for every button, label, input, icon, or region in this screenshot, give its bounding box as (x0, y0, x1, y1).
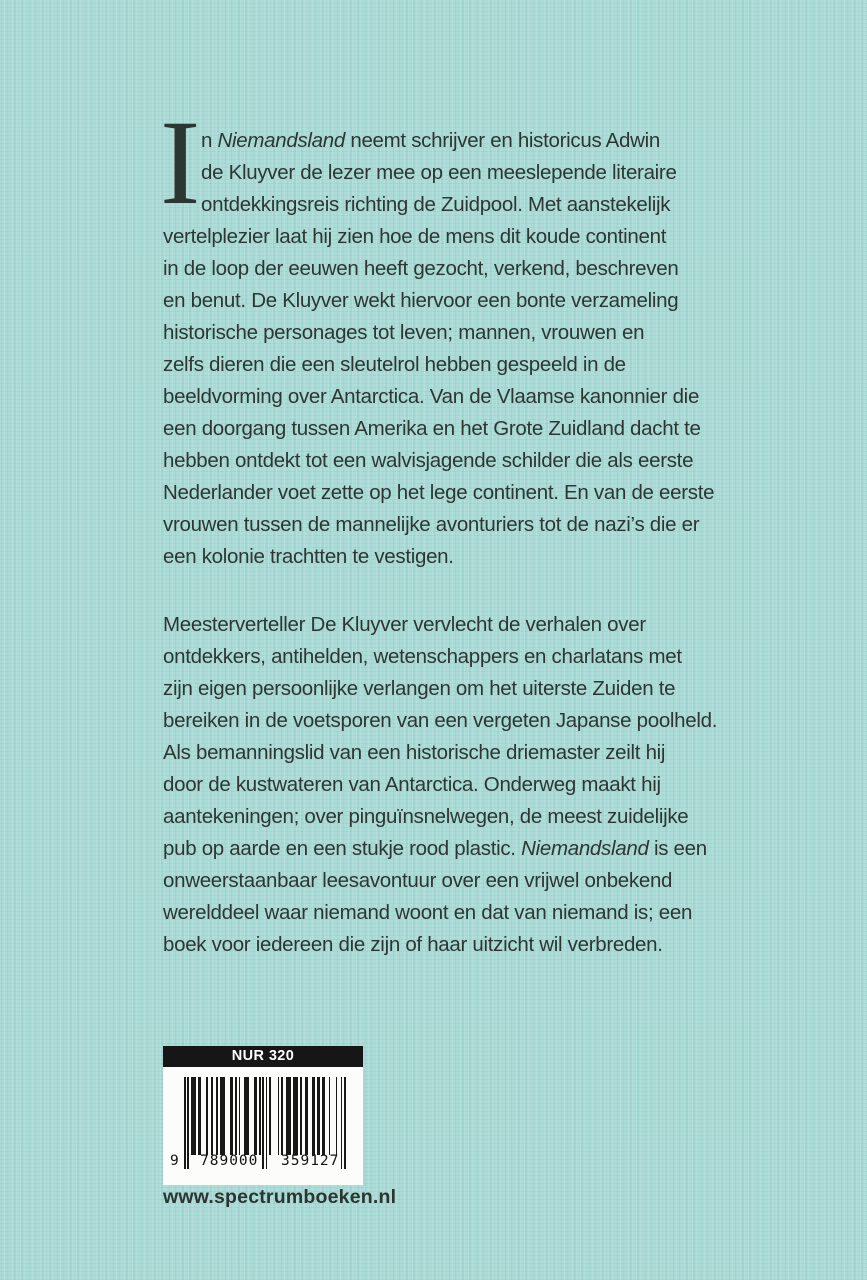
blurb-line: Als bemanningslid van een historische driemaster zeilt hij (163, 741, 666, 764)
blurb-line: de Kluyver de lezer mee op een meeslepende literaire (201, 161, 677, 184)
blurb-line: ontdekkingsreis richting de Zuidpool. Met aanstekelijk (201, 193, 671, 216)
blurb-line (163, 125, 753, 157)
blurb-line: vrouwen tussen de mannelijke avonturiers tot de nazi’s die er (163, 513, 700, 536)
blurb-line: een doorgang tussen Amerika en het Grote Zuidland dacht te (163, 417, 701, 440)
blurb-line: hebben ontdekt tot een walvisjagende schilder die als eerste (163, 449, 694, 472)
nur-label: NUR 320 (231, 1048, 295, 1064)
blurb-paragraph-1 (160, 96, 753, 573)
book-title-italic: Niemandsland (217, 129, 345, 152)
blurb-line: ontdekkers, antihelden, wetenschappers en charlatans met (163, 645, 682, 668)
isbn-right-group: 359127 (281, 1153, 340, 1169)
blurb-line: zijn eigen persoonlijke verlangen om het uiterste Zuiden te (163, 677, 676, 700)
blurb-line: door de kustwateren van Antarctica. Onderweg maakt hij (163, 773, 661, 796)
barcode-panel (163, 1067, 363, 1185)
blurb-paragraph-2 (163, 609, 753, 961)
nur-badge (163, 1046, 363, 1067)
blurb-line: aantekeningen; over pinguïnsnelwegen, de meest zuidelijke (163, 805, 689, 828)
blurb-line: boek voor iedereen die zijn of haar uitzicht wil verbreden. (163, 933, 663, 956)
line-text: pub op aarde en een stukje rood plastic. (163, 837, 522, 860)
publisher-website: www.spectrumboeken.nl (163, 1186, 397, 1208)
blurb-line: en benut. De Kluyver wekt hiervoor een bonte verzameling (163, 289, 679, 312)
line-text: n (201, 129, 218, 152)
blurb-line: zelfs dieren die een sleutelrol hebben gespeeld in de (163, 353, 626, 376)
blurb-line: een kolonie trachtten te vestigen. (163, 545, 454, 568)
blurb-line: Meesterverteller De Kluyver vervlecht de verhalen over (163, 613, 646, 636)
blurb-line: in de loop der eeuwen heeft gezocht, verkend, beschreven (163, 257, 679, 280)
isbn-digits (163, 1153, 363, 1173)
isbn-left-group: 789000 (200, 1153, 259, 1169)
blurb-line (163, 833, 753, 865)
blurb-line: vertelplezier laat hij zien hoe de mens dit koude continent (163, 225, 667, 248)
blurb-line: beeldvorming over Antarctica. Van de Vlaamse kanonnier die (163, 385, 700, 408)
line-text: neemt schrijver en historicus Adwin (344, 129, 661, 152)
book-title-italic: Niemandsland (521, 837, 649, 860)
drop-cap: I (160, 96, 201, 230)
blurb-line: bereiken in de voetsporen van een vergeten Japanse poolheld. (163, 709, 718, 732)
isbn-lead-digit: 9 (170, 1153, 179, 1169)
blurb (160, 96, 753, 961)
blurb-line: werelddeel waar niemand woont en dat van niemand is; een (163, 901, 693, 924)
blurb-line: historische personages tot leven; mannen, vrouwen en (163, 321, 645, 344)
blurb-line: onweerstaanbaar leesavontuur over een vrijwel onbekend (163, 869, 673, 892)
blurb-line: Nederlander voet zette op het lege continent. En van de eerste (163, 481, 715, 504)
line-text: is een (648, 837, 707, 860)
